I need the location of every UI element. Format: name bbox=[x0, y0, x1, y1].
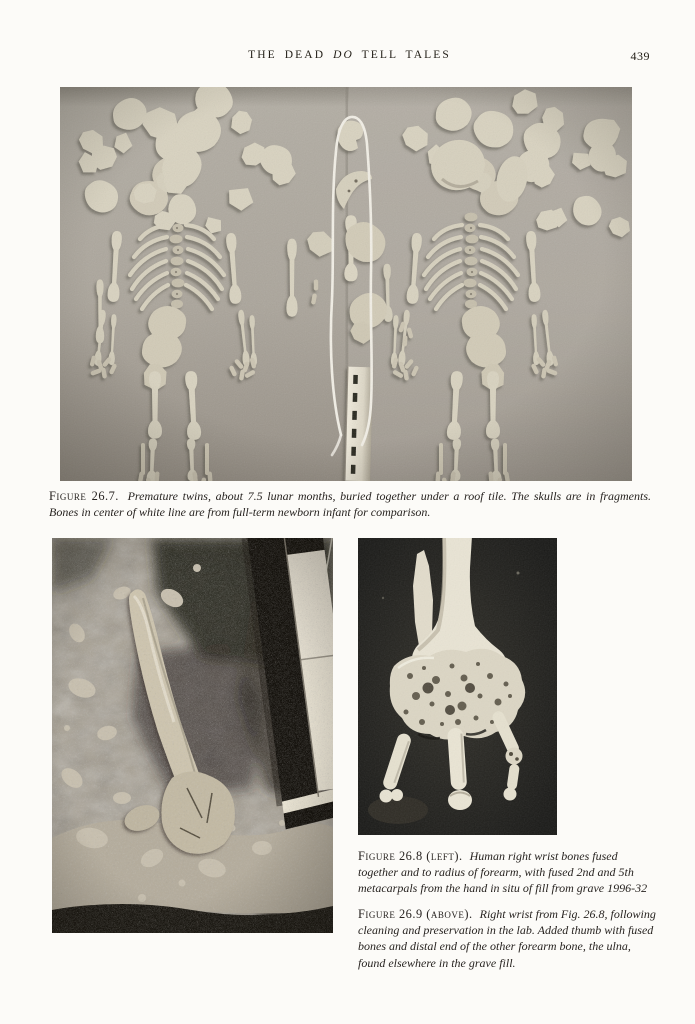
running-head-emphasis: DO bbox=[333, 49, 354, 61]
figure-26-8-label: Figure 26.8 (left). bbox=[358, 849, 463, 863]
figure-26-8-photo bbox=[52, 538, 333, 933]
figure-26-9-caption bbox=[358, 906, 661, 971]
running-head-pre: THE DEAD bbox=[248, 49, 326, 61]
figure-26-7-photo bbox=[60, 87, 632, 481]
running-head-post: TELL TALES bbox=[361, 49, 451, 61]
page-number: 439 bbox=[630, 49, 650, 63]
figure-26-9-label: Figure 26.9 (above). bbox=[358, 907, 473, 921]
figure-26-8-text: Human right wrist bones fused together and to radius of forearm, with fused 2nd and 5th metacarpals from the hand in situ of fill from grave 1996-32 bbox=[358, 849, 648, 896]
figure-26-8-caption bbox=[358, 848, 659, 897]
running-head bbox=[49, 49, 650, 61]
figure-26-7-text: Premature twins, about 7.5 lunar months, buried together under a roof tile. The skulls are in fragments. Bones in center of white line are from full-term newborn infant for comparison. bbox=[49, 489, 652, 520]
figure-26-7-caption bbox=[49, 488, 651, 520]
figure-26-7-label: Figure 26.7. bbox=[49, 489, 119, 503]
figure-26-9-photo bbox=[358, 538, 557, 835]
figure-26-9-text: Right wrist from Fig. 26.8, following cleaning and preservation in the lab. Added thumb with fused bones and distal end of the other forearm bone, the ulna, found elsewhere in the grave fill. bbox=[358, 907, 656, 970]
